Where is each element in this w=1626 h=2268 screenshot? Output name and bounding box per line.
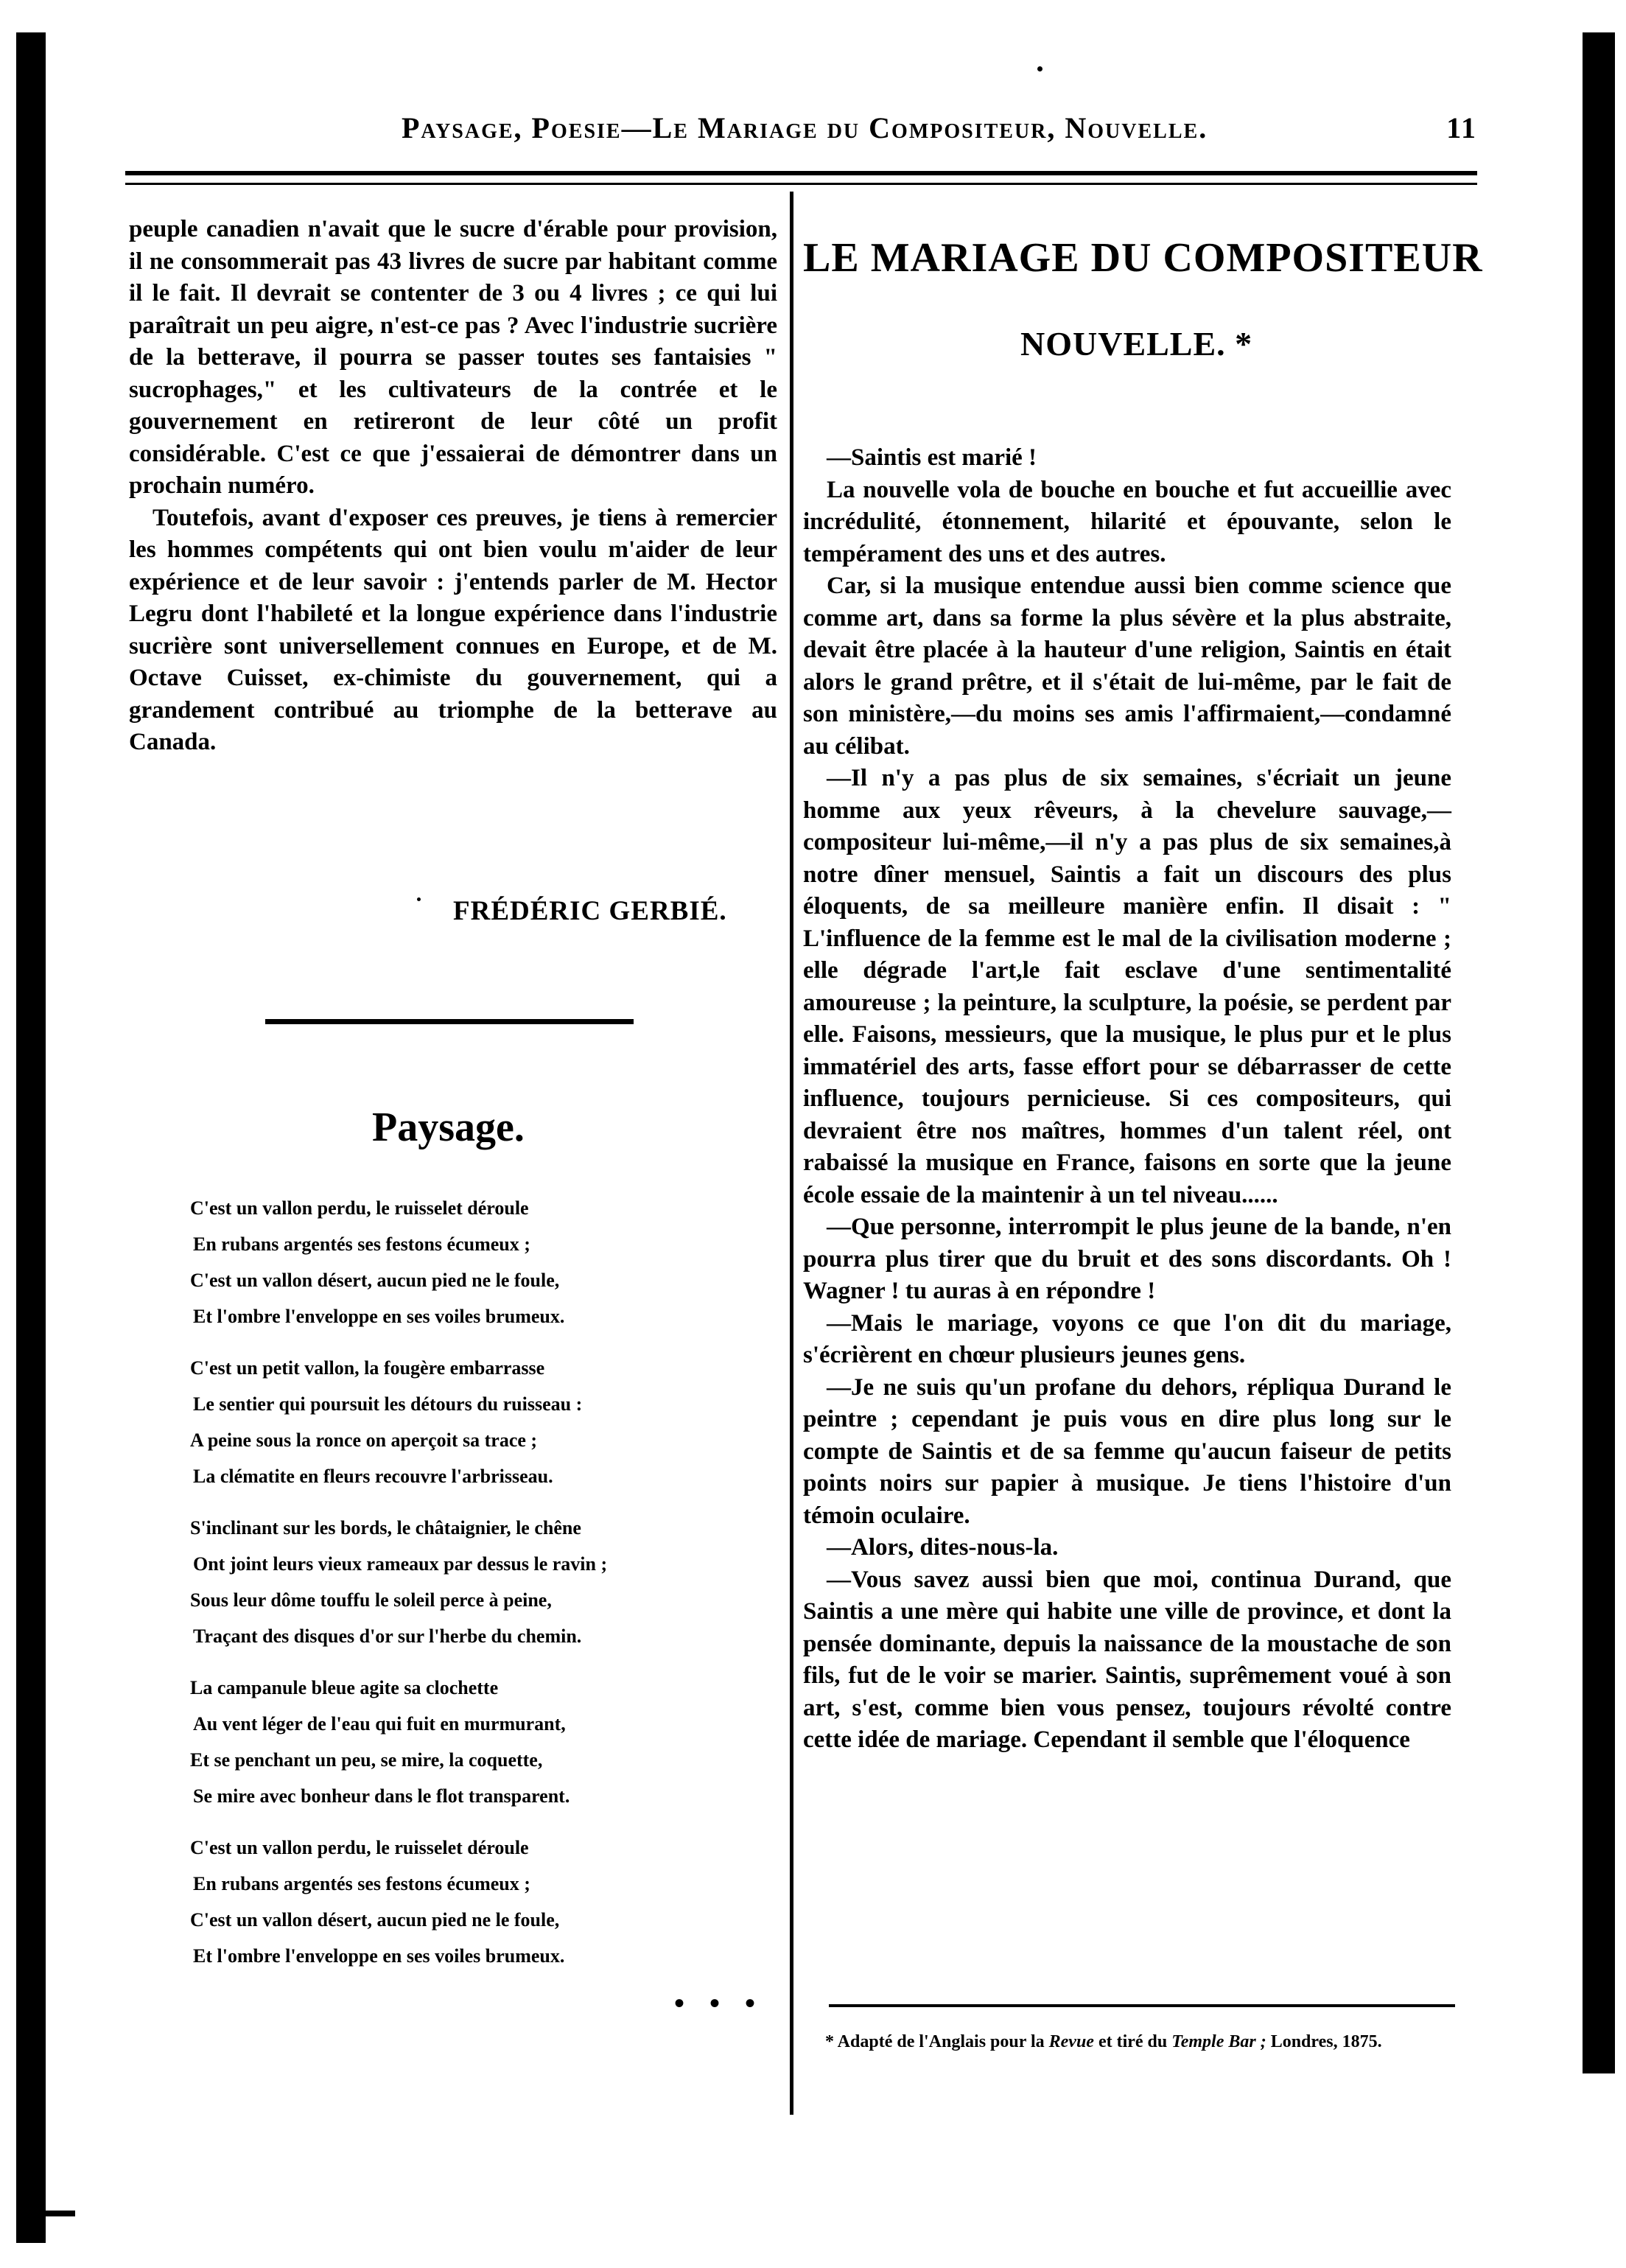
paragraph: —Il n'y a pas plus de six semaines, s'écriait un jeune homme aux yeux rêveurs, à la chevelure sauvage,—compositeur lui-même,—il n'y a pas plus de six semaines,à notre dîner mensuel, Saintis a fait un discours des plus éloquents, de sa meilleure manière enfin. Il disait : " L'influence de la femme est le mal de la civilisation moderne ; elle dégrade l'art,le fait esclave d'une sentimentalité amoureuse ; la peinture, la sculpture, la poésie, se perdent par elle. Faisons, messieurs, que la musique, le plus pur et le plus immatériel des arts, fasse effort pour se débarrasser de cette influence, toujours pernicieuse. Si ces compositeurs, qui devraient être nos maîtres, hommes d'un talent réel, ont rabaissé la musique en France, faisons en sorte que la jeune école essaie de la maintenir à un tel niveau......: [803, 765, 1451, 1208]
poem: [190, 1190, 706, 1989]
paragraph: peuple canadien n'avait que le sucre d'érable pour provision, il ne consommerait pas 43 livres de sucre par habitant comme il le fait. Il devrait se contenter de 3 ou 4 livres ; ce qui lui paraîtrait un peu aigre, n'est-ce pas ? Avec l'industrie sucrière de la betterave, il pourra se passer toutes ses fantaisies " sucrophages," et les cultivateurs de la contrée et le gouvernement en retireront de leur côté un profit considérable. C'est ce que j'essaierai de démontrer dans un prochain numéro.: [129, 216, 777, 499]
footnote-source: Temple Bar ;: [1171, 2032, 1266, 2051]
poem-line: En rubans argentés ses festons écumeux ;: [193, 1233, 530, 1255]
scan-edge-left: [16, 32, 46, 2243]
poem-line: Et l'ombre l'enveloppe en ses voiles brumeux.: [193, 1945, 565, 1967]
poem-stanza: [190, 1190, 706, 1334]
paragraph: —Vous savez aussi bien que moi, continua Durand, que Saintis a une mère qui habite une ville de province, et dont la pensée dominante, depuis la naissance de la moustache de son fils, fut de le voir se marier. Saintis, suprêmement voué à son art, s'est, comme bien vous pensez, toujours révolté contre cette idée de mariage. Cependant il semble que l'éloquence: [803, 1566, 1451, 1753]
running-head: [114, 111, 1477, 155]
poem-line: C'est un vallon désert, aucun pied ne le foule,: [190, 1270, 560, 1291]
poem-line: A peine sous la ronce on aperçoit sa trace ;: [190, 1429, 538, 1451]
poem-line: Ont joint leurs vieux rameaux par dessus le ravin ;: [193, 1553, 608, 1575]
author-signature: FRÉDÉRIC GERBIÉ.: [453, 896, 727, 926]
paragraph: La nouvelle vola de bouche en bouche et fut accueillie avec incrédulité, étonnement, hilarité et épouvante, selon le tempérament des uns et des autres.: [803, 476, 1451, 567]
poem-stanza: [190, 1670, 706, 1814]
paragraph: —Alors, dites-nous-la.: [827, 1534, 1059, 1561]
poem-stanza: [190, 1350, 706, 1494]
story-subtitle: NOUVELLE. *: [1020, 325, 1253, 363]
footnote-prefix: * Adapté de l'Anglais pour la: [825, 2032, 1045, 2051]
right-column-text: [803, 442, 1451, 1757]
poem-line: En rubans argentés ses festons écumeux ;: [193, 1873, 530, 1894]
poem-line: C'est un vallon désert, aucun pied ne le foule,: [190, 1909, 560, 1931]
section-rule: [265, 1019, 634, 1024]
poem-line: C'est un petit vallon, la fougère embarrasse: [190, 1357, 545, 1379]
poem-title: Paysage.: [372, 1105, 525, 1150]
poem-stanza: [190, 1830, 706, 1974]
poem-line: C'est un vallon perdu, le ruisselet déroule: [190, 1837, 529, 1858]
paragraph: Car, si la musique entendue aussi bien comme science que comme art, dans sa forme la plus sévère et la plus abstraite, devait être placée à la hauteur d'une religion, Saintis en était alors le grand prêtre, et il s'était de lui-même, par le fait de son ministère,—du moins ses amis l'affirmaient,—condamné au célibat.: [803, 573, 1451, 760]
header-rule-thick: [125, 171, 1477, 175]
footnote: [810, 2025, 1459, 2059]
paragraph: —Je ne suis qu'un profane du dehors, répliqua Durand le peintre ; cependant je puis vous en dire plus long sur le compte de Saintis et de sa femme qu'aucun faiseur de petits points noirs sur papier à musique. Je tiens l'histoire d'un témoin oculaire.: [803, 1373, 1451, 1529]
poem-stanza: [190, 1510, 706, 1654]
paragraph: —Mais le mariage, voyons ce que l'on dit du mariage, s'écrièrent en chœur plusieurs jeunes gens.: [803, 1309, 1451, 1368]
footnote-suffix: Londres, 1875.: [1270, 2032, 1382, 2051]
paragraph: Toutefois, avant d'exposer ces preuves, je tiens à remercier les hommes compétents qui ont bien voulu m'aider de leur expérience et de leur savoir : j'entends parler de M. Hector Legru dont l'habileté et la longue expérience dans l'industrie sucrière sont universellement connues en Europe, et de M. Octave Cuisset, ex-chimiste du gouvernement, qui a grandement contribué au triomphe de la betterave au Canada.: [129, 504, 777, 755]
paragraph: —Que personne, interrompit le plus jeune de la bande, n'en pourra plus tirer que du bruit et des sons discordants. Oh ! Wagner ! tu auras à en répondre !: [803, 1214, 1451, 1304]
poem-end-mark: • • •: [674, 1987, 765, 2020]
story-title: LE MARIAGE DU COMPOSITEUR: [803, 235, 1483, 281]
footnote-middle: et tiré du: [1098, 2032, 1168, 2051]
poem-line: Et l'ombre l'enveloppe en ses voiles brumeux.: [193, 1306, 565, 1327]
header-rule-thin: [125, 183, 1477, 185]
poem-line: Le sentier qui poursuit les détours du ruisseau :: [193, 1393, 583, 1415]
poem-line: C'est un vallon perdu, le ruisselet déroule: [190, 1197, 529, 1219]
scan-speck: [417, 897, 421, 901]
poem-line: La clématite en fleurs recouvre l'arbrisseau.: [193, 1466, 553, 1487]
paragraph: —Saintis est marié !: [827, 444, 1037, 471]
poem-line: S'inclinant sur les bords, le châtaignier, le chêne: [190, 1517, 581, 1539]
footnote-rule: [829, 2004, 1455, 2007]
running-title: Paysage, Poesie—Le Mariage du Compositeur, Nouvelle.: [402, 111, 1208, 144]
page-number: 11: [1446, 111, 1477, 144]
poem-line: Au vent léger de l'eau qui fuit en murmurant,: [193, 1713, 566, 1735]
poem-line: Traçant des disques d'or sur l'herbe du chemin.: [193, 1625, 582, 1647]
scan-speck: [1037, 66, 1042, 71]
column-divider: [790, 192, 793, 2115]
poem-line: Et se penchant un peu, se mire, la coquette,: [190, 1749, 543, 1771]
footnote-revue: Revue: [1048, 2032, 1094, 2051]
poem-line: Sous leur dôme touffu le soleil perce à peine,: [190, 1589, 552, 1611]
poem-line: La campanule bleue agite sa clochette: [190, 1677, 499, 1698]
scan-edge-left-notch: [46, 2211, 75, 2216]
poem-line: Se mire avec bonheur dans le flot transparent.: [193, 1785, 570, 1807]
left-column-text: [129, 214, 777, 759]
scan-edge-right: [1583, 32, 1615, 2073]
